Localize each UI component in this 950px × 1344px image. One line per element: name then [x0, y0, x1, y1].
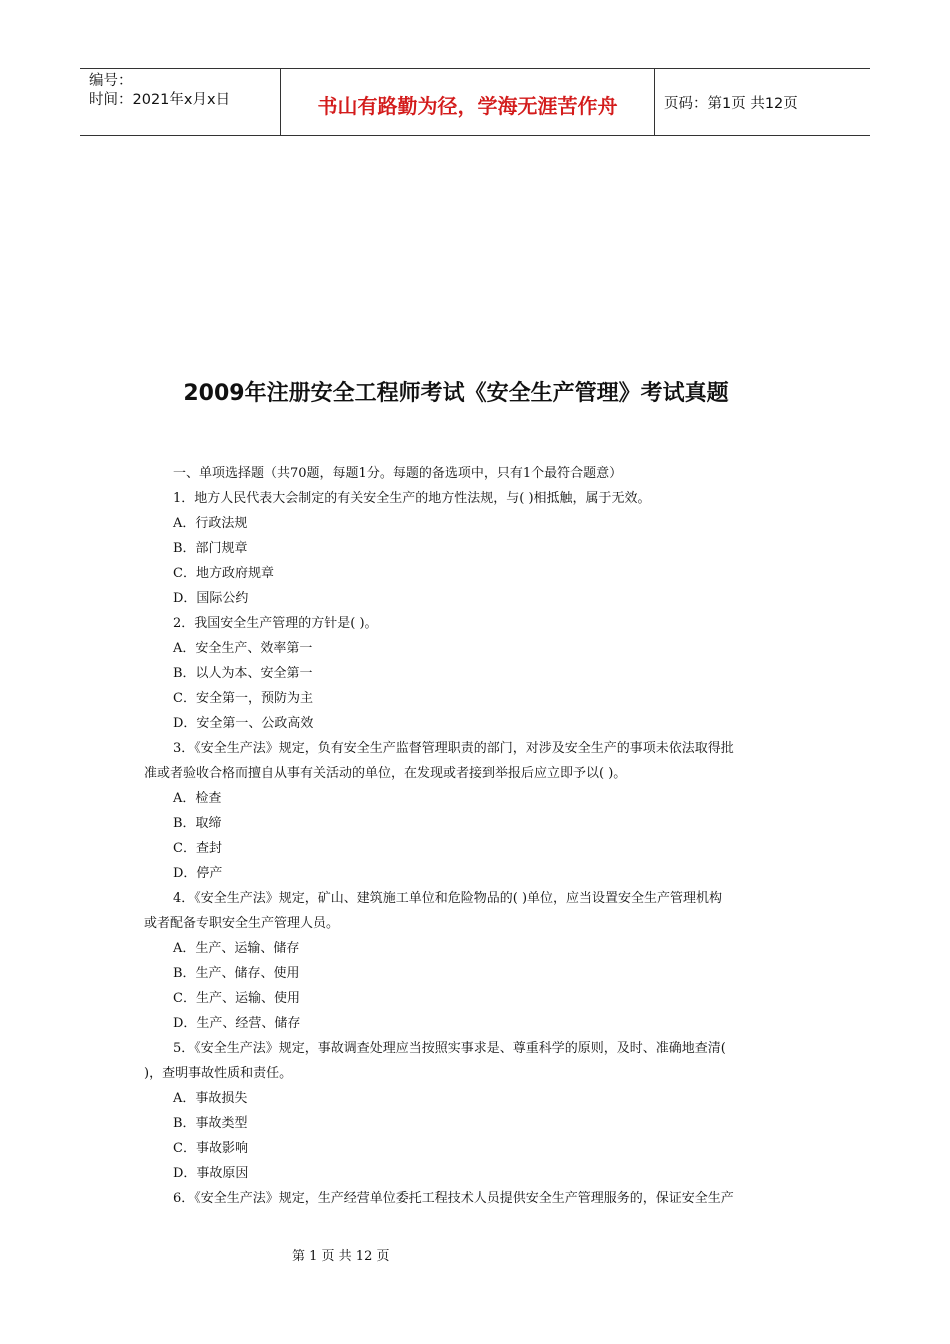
body-line: A．事故损失: [173, 1091, 248, 1106]
body-line: 3．《安全生产法》规定，负有安全生产监督管理职责的部门，对涉及安全生产的事项未依法取得批: [173, 741, 734, 756]
body-line: )，查明事故性质和责任。: [144, 1066, 293, 1081]
body-line: C．安全第一，预防为主: [173, 691, 313, 706]
body-line: D．停产: [173, 866, 223, 881]
body-line: A．检查: [173, 791, 222, 806]
body-line: 6．《安全生产法》规定，生产经营单位委托工程技术人员提供安全生产管理服务的，保证安全生产: [173, 1191, 734, 1206]
body-line: A．生产、运输、储存: [173, 941, 300, 956]
body-line: D．安全第一、公政高效: [173, 716, 314, 731]
header-table: [80, 68, 870, 136]
document-body: [144, 461, 804, 1211]
body-line: C．查封: [173, 841, 222, 856]
header-page-cell: [655, 69, 870, 135]
body-line: A．安全生产、效率第一: [173, 641, 313, 656]
body-line: 2．我国安全生产管理的方针是( )。: [173, 616, 378, 631]
body-line: B．取缔: [173, 816, 222, 831]
header-page-info: 页码：第1页 共12页: [664, 95, 798, 112]
body-line: B．生产、储存、使用: [173, 966, 300, 981]
body-line: D．生产、经营、储存: [173, 1016, 301, 1031]
body-line: 4．《安全生产法》规定，矿山、建筑施工单位和危险物品的( )单位，应当设置安全生产管理机构: [173, 891, 723, 906]
body-line: C．生产、运输、使用: [173, 991, 300, 1006]
body-line: 准或者验收合格而擅自从事有关活动的单位，在发现或者接到举报后应立即予以( )。: [144, 766, 627, 781]
body-line: 一、单项选择题（共70题，每题1分。每题的备选项中，只有1个最符合题意）: [173, 466, 623, 481]
body-line: B．部门规章: [173, 541, 248, 556]
header-meta-cell: [80, 69, 281, 135]
header-motto-cell: [281, 69, 655, 135]
body-line: 1．地方人民代表大会制定的有关安全生产的地方性法规，与( )相抵触，属于无效。: [173, 491, 651, 506]
body-line: C．地方政府规章: [173, 566, 274, 581]
document-title: 2009年注册安全工程师考试《安全生产管理》考试真题: [183, 381, 729, 406]
body-line: B．以人为本、安全第一: [173, 666, 313, 681]
body-line: 5．《安全生产法》规定，事故调查处理应当按照实事求是、尊重科学的原则，及时、准确地查清(: [173, 1041, 726, 1056]
body-line: D．事故原因: [173, 1166, 249, 1181]
body-line: D．国际公约: [173, 591, 249, 606]
body-line: C．事故影响: [173, 1141, 248, 1156]
header-motto: 书山有路勤为径，学海无涯苦作舟: [317, 93, 618, 118]
page-footer: 第 1 页 共 12 页: [292, 1249, 390, 1264]
body-line: 或者配备专职安全生产管理人员。: [144, 916, 340, 931]
body-line: A．行政法规: [173, 516, 248, 531]
document-time-label: 时间：2021年x月x日: [89, 92, 231, 108]
document-number-label: 编号：: [89, 73, 133, 89]
body-line: B．事故类型: [173, 1116, 248, 1131]
